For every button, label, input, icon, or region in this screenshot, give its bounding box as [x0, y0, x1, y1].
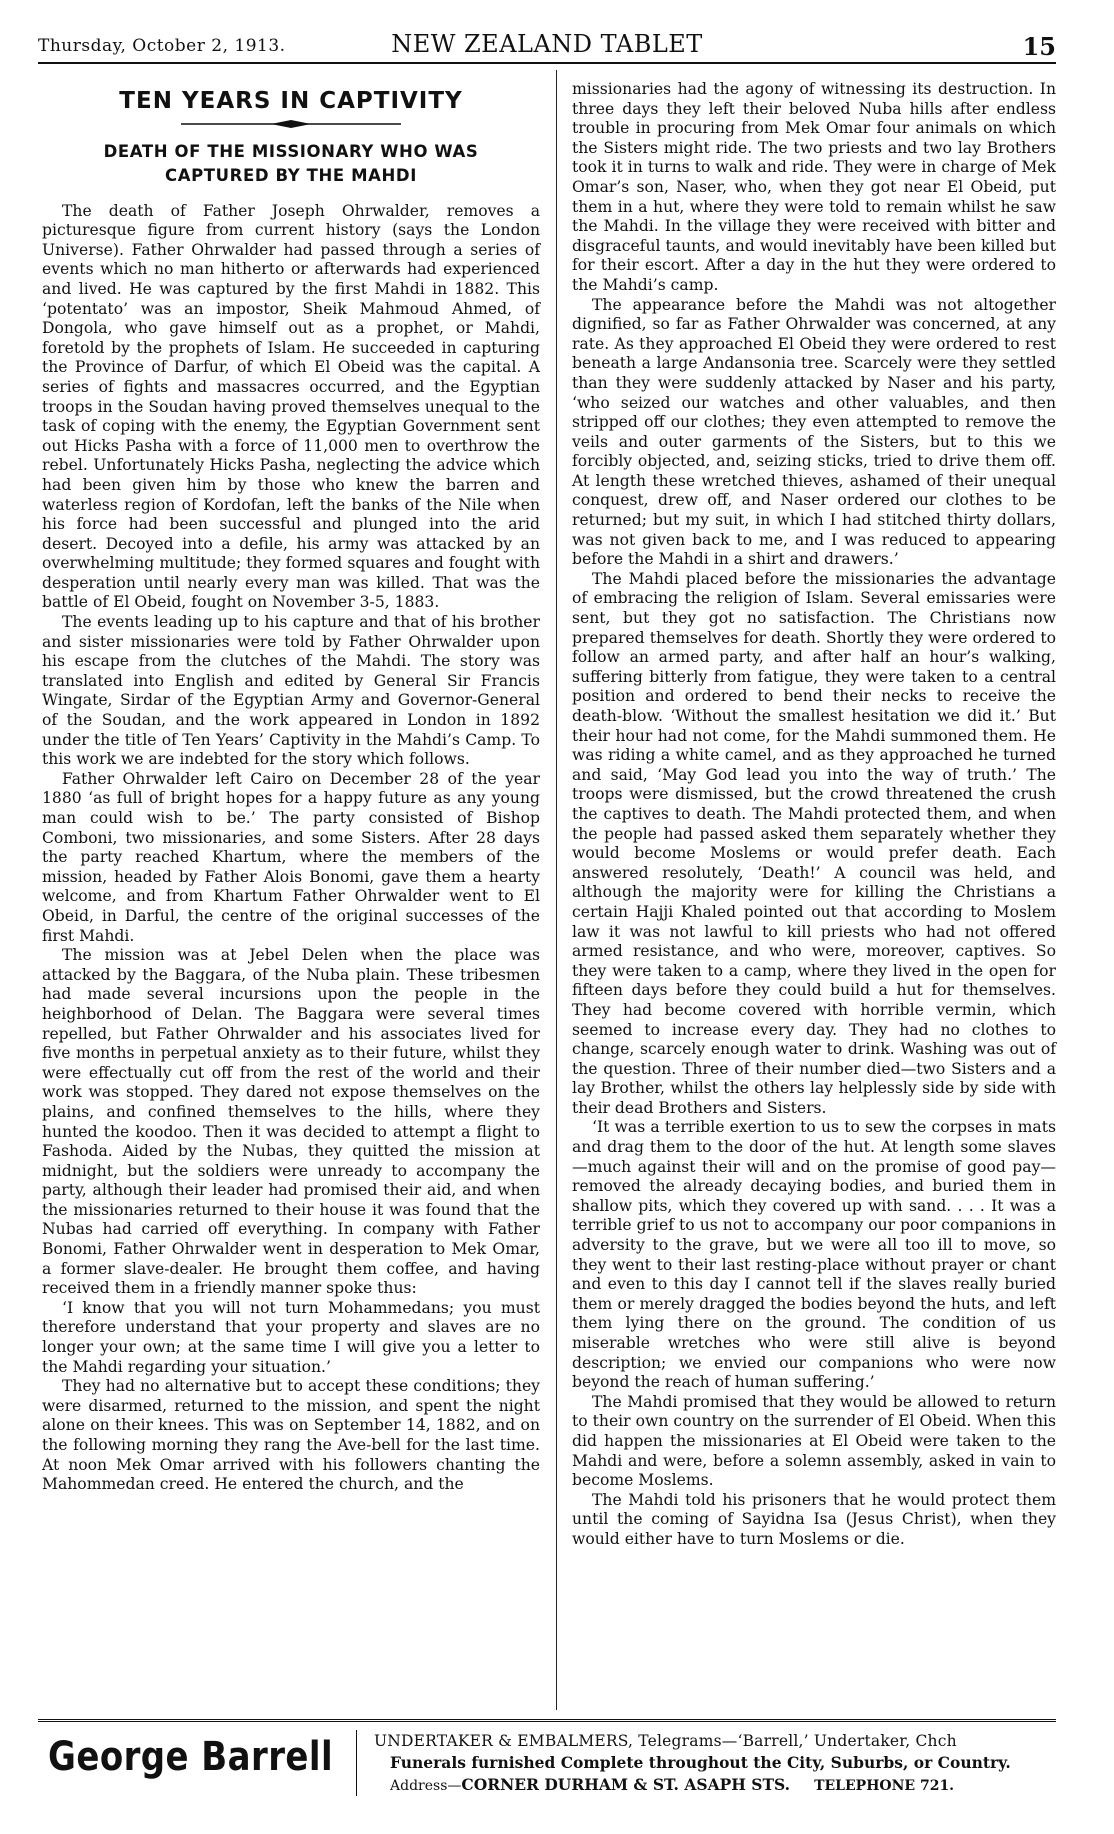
article-paragraph: The Mahdi promised that they would be allowed to return to their own country on the surrender of El Obeid. When this did happen the missionaries at El Obeid were taken to the Mahdi and were, before a solemn assembly, asked in vain to become Moslems.	[572, 1392, 1056, 1490]
advertisement-text	[374, 1730, 1064, 1797]
headline-ornament	[171, 118, 411, 130]
masthead-rule	[38, 62, 1056, 64]
article-paragraph: The death of Father Joseph Ohrwalder, removes a picturesque figure from current history (says the London Universe). Father Ohrwalder had passed through a series of events which no man hitherto or afterwards had experienced and lived. He was captured by the first Mahdi in 1882. This ‘potentato’ was an impostor, Sheik Mahmoud Ahmed, of Dongola, who gave himself out as a prophet, or Mahdi, foretold by the prophets of Islam. He succeeded in capturing the Province of Darfur, of which El Obeid was the capital. A series of fights and massacres occurred, and the Egyptian troops in the Soudan having proved themselves unequal to the task of coping with the enemy, the Egyptian Government sent out Hicks Pasha with a force of 11,000 men to overthrow the rebel. Unfortunately Hicks Pasha, neglecting the advice which had been given him by those who knew the barren and waterless region of Kordofan, left the banks of the Nile when his force had been successful and plunged into the arid desert. Decoyed into a defile, his army was attacked by an overwhelming multitude; they formed squares and fought with desperation until nearly every man was killed. That was the battle of El Obeid, fought on November 3-5, 1883.	[42, 201, 540, 612]
issue-date: Thursday, October 2, 1913.	[38, 36, 286, 56]
article-paragraph-continued: missionaries had the agony of witnessing its destruction. In three days they left their beloved Nuba hills after endless trouble in procuring from Mek Omar four animals on which the Sisters might ride. The two priests and two lay Brothers took it in turns to walk and ride. They were in charge of Mek Omar’s son, Naser, who, when they got near El Obeid, put them in a hut, where they were told to remain whilst he saw the Mahdi. In the village they were received with bitter and disgraceful taunts, and would inevitably have been killed but for their escort. After a day in the hut they were ordered to the Mahdi’s camp.	[572, 80, 1056, 294]
telephone-number: TELEPHONE 721.	[814, 1778, 955, 1794]
article-paragraph: The appearance before the Mahdi was not altogether dignified, so far as Father Ohrwalder was concerned, at any rate. As they approached El Obeid they were ordered to rest beneath a large Andansonia tree. Scarcely were they settled than they were suddenly attacked by Naser and his party, ‘who seized our watches and other valuables, and then stripped off our clothes; they even attempted to remove the veils and outer garments of the Sisters, but to this we forcibly objected, and, seizing sticks, tried to drive them off. At length these wretched thieves, ashamed of their unequal conquest, drew off, and Naser ordered our clothes to be returned; but my suit, in which I had stitched thirty dollars, was not given back to me, and I was reduced to appearing before the Mahdi in a shirt and drawers.’	[572, 295, 1056, 569]
article-paragraph: The Mahdi placed before the missionaries the advantage of embracing the religion of Islam. Several emissaries were sent, but they got no satisfaction. The Christians now prepared themselves for death. Shortly they were ordered to follow an armed party, and after half an hour’s walking, suffering bitterly from fatigue, they were taken to a central position and ordered to bend their necks to receive the death-blow. ‘Without the smallest hesitation we did it.’ But their hour had not come, for the Mahdi summoned them. He was riding a white camel, and as they approached he turned and said, ‘May God lead you into the way of truth.’ The troops were dismissed, but the crowd threatened the crush the captives to death. The Mahdi protected them, and when the people had passed asked them separately whether they would become Moslems or would prefer death. Each answered resolutely, ‘Death!’ A council was held, and although the majority were for killing the Christians a certain Hajji Khaled pointed out that according to Moslem law it was not lawful to kill priests who had not offered armed resistance, and who were, moreover, captives. So they were taken to a camp, where they lived in the open for fifteen days before they could build a hut for themselves. They had become covered with horrible vermin, which seemed to increase every day. They had no clothes to change, scarcely enough water to drink. Washing was out of the question. Three of their number died—two Sisters and a lay Brother, whilst the others lay helplessly side by side with their dead Brothers and Sisters.	[572, 569, 1056, 1117]
undertaker-advertisement	[38, 1726, 1056, 1800]
article-headline: TEN YEARS IN CAPTIVITY	[119, 88, 463, 114]
column-divider	[556, 70, 557, 1710]
page-number: 15	[1022, 32, 1056, 61]
advertisement-line-address	[374, 1774, 1064, 1797]
address-value: CORNER DURHAM & ST. ASAPH STS.	[461, 1775, 791, 1794]
publication-title: NEW ZEALAND TABLET	[391, 30, 703, 58]
article-column-left	[42, 78, 540, 1495]
article-column-right	[572, 80, 1056, 1550]
address-prefix: Address—	[390, 1778, 462, 1794]
article-paragraph: The events leading up to his capture and that of his brother and sister missionaries were told by Father Ohrwalder upon his escape from the clutches of the Mahdi. The story was translated into English and edited by General Sir Francis Wingate, Sirdar of the Egyptian Army and Governor-General of the Soudan, and the work appeared in London in 1892 under the title of Ten Years’ Captivity in the Mahdi’s Camp. To this work we are indebted for the story which follows.	[42, 613, 540, 769]
article-subheadline: DEATH OF THE MISSIONARY WHO WAS CAPTURED BY THE MAHDI	[103, 141, 479, 185]
advertisement-divider	[356, 1730, 357, 1796]
advertisement-line-services: UNDERTAKER & EMBALMERS, Telegrams—‘Barrell,’ Undertaker, Chch	[374, 1732, 957, 1750]
article-paragraph: The mission was at Jebel Delen when the place was attacked by the Baggara, of the Nuba plain. These tribesmen had made several incursions upon the people in the heighborhood of Delan. The Baggara were several times repelled, but Father Ohrwalder and his associates lived for five months in perpetual anxiety as to their future, whilst they were effectually cut off from the rest of the world and their work was stopped. They dared not expose themselves on the plains, and confined themselves to the hills, where they hunted the koodoo. Then it was decided to attempt a flight to Fashoda. Aided by the Nubas, they quitted the mission at midnight, but the soldiers were unready to accompany the party, although their leader had promised their aid, and when the missionaries returned to their house it was found that the Nubas had carried off everything. In company with Father Bonomi, Father Ohrwalder went in desperation to Mek Omar, a former slave-dealer. He brought them coffee, and having received them in a friendly manner spoke thus:	[42, 946, 540, 1298]
article-paragraph: The Mahdi told his prisoners that he would protect them until the coming of Sayidna Isa (Jesus Christ), when they would either have to turn Moslems or die.	[572, 1490, 1056, 1548]
masthead	[38, 28, 1056, 62]
advertiser-name: George Barrell	[48, 1734, 334, 1780]
article-paragraph: Father Ohrwalder left Cairo on December 28 of the year 1880 ‘as full of bright hopes for a happy future as any young man could wish to be.’ The party consisted of Bishop Comboni, two missionaries, and some Sisters. After 28 days the party reached Khartum, where the members of the mission, headed by Father Alois Bonomi, gave them a hearty welcome, and from Khartum Father Ohrwalder went to El Obeid, in Darful, the centre of the original successes of the first Mahdi.	[42, 769, 540, 945]
article-quote: ‘I know that you will not turn Mohammedans; you must therefore understand that your property and slaves are no longer your own; at the same time I will give you a letter to the Mahdi regarding your situation.’	[42, 1298, 540, 1376]
article-paragraph: They had no alternative but to accept these conditions; they were disarmed, returned to the mission, and spent the night alone on their knees. This was on September 14, 1882, and on the following morning they rang the Ave-bell for the last time. At noon Mek Omar arrived with his followers chanting the Mahommedan creed. He entered the church, and the	[42, 1377, 540, 1494]
article-quote: ‘It was a terrible exertion to us to sew the corpses in mats and drag them to the door of the hut. At length some slaves—much against their will and on the promise of good pay—removed the already decaying bodies, and buried them in shallow pits, which they covered up with sand. . . . It was a terrible grief to us not to accompany our poor companions in adversity to the grave, but we were all too ill to move, so they went to their last resting-place without prayer or chant and even to this day I cannot tell if the slaves really buried them or merely dragged the bodies beyond the huts, and left them lying there on the ground. The condition of us miserable wretches who were still alive is beyond description; we envied our companions who were now beyond the reach of human suffering.’	[572, 1118, 1056, 1392]
advertisement-rule	[38, 1719, 1056, 1722]
advertisement-line-funerals: Funerals furnished Complete throughout the City, Suburbs, or Country.	[390, 1753, 1011, 1772]
